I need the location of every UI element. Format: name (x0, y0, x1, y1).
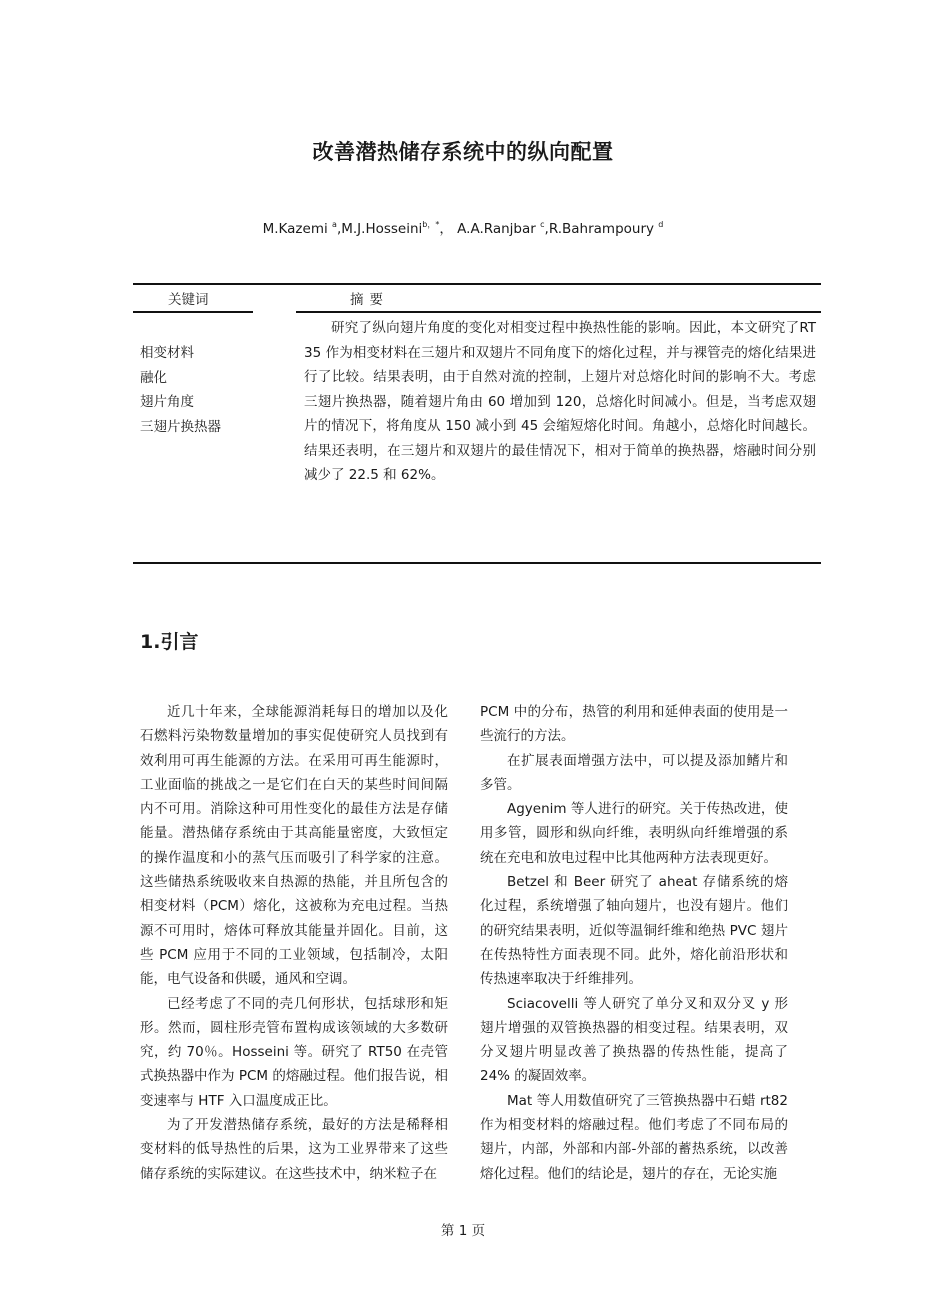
keyword-item: 三翅片换热器 (140, 418, 221, 435)
author-name: R.Bahrampoury (548, 221, 659, 237)
keyword-item: 翅片角度 (140, 394, 194, 410)
author-separator: , (544, 221, 549, 237)
keyword-item: 相变材料 (140, 345, 194, 361)
author-separator: ， (439, 221, 458, 237)
author-affiliation: d (658, 220, 664, 229)
abstract-header: 摘要 (350, 292, 389, 308)
keyword-item: 融化 (140, 369, 167, 386)
author-list (0, 217, 926, 237)
paragraph: 已经考虑了不同的壳几何形状，包括球形和矩形。然而，圆柱形壳管布置构成该领域的大多数研究，约 70％。Hosseini 等。研究了 RT50 在壳管式换热器中作为 PCM 的熔融过程。他们报告说，相变速率与 HTF 入口温度成正比。 (140, 995, 448, 1109)
paragraph: 近几十年来，全球能源消耗每日的增加以及化石燃料污染物数量增加的事实促使研究人员找到有效利用可再生能源的方法。在采用可再生能源时，工业面临的挑战之一是它们在白天的某些时间间隔内不可用。消除这种可用性变化的最佳方法是存储能量。潜热储存系统由于其高能量密度，大致恒定的操作温度和小的蒸气压而吸引了科学家的注意。这些储热系统吸收来自热源的热能，并且所包含的相变材料（PCM）熔化，这被称为充电过程。当热源不可用时，熔体可释放其能量并固化。目前，这些 PCM 应用于不同的工业领域，包括制冷，太阳能，电气设备和供暖，通风和空调。 (140, 704, 448, 988)
paragraph: Sciacovelli 等人研究了单分叉和双分叉 y 形翅片增强的双管换热器的相变过程。结果表明，双分叉翅片明显改善了换热器的传热性能，提高了 24% 的凝固效率。 (480, 995, 788, 1085)
author-name: A.A.Ranjbar (457, 221, 541, 237)
keywords-header: 关键词 (168, 292, 209, 308)
paragraph: Betzel 和 Beer 研究了 aheat 存储系统的熔化过程，系统增强了轴向翅片，也没有翅片。他们的研究结果表明，近似等温铜纤维和绝热 PVC 翅片在传热特性方面表现不同。此外，熔化前沿形状和传热速率取决于纤维排列。 (480, 874, 788, 988)
author-affiliation: b，* (422, 220, 440, 229)
paragraph: 在扩展表面增强方法中，可以提及添加鳍片和多管。 (480, 752, 788, 793)
author-name: M.J.Hosseini (341, 221, 423, 237)
author-separator: , (336, 221, 342, 237)
paragraph: PCM 中的分布，热管的利用和延伸表面的使用是一些流行的方法。 (480, 704, 788, 745)
right-column (480, 700, 788, 1186)
paragraph: 为了开发潜热储存系统，最好的方法是稀释相变材料的低导热性的后果，这为工业界带来了这些储存系统的实际建议。在这些技术中，纳米粒子在 (140, 1117, 448, 1182)
paragraph: Mat 等人用数值研究了三管换热器中石蜡 rt82 作为相变材料的熔融过程。他们考虑了不同布局的翅片，内部，外部和内部-外部的蓄热系统，以改善熔化过程。他们的结论是，翅片的存在，无论实施 (480, 1092, 788, 1182)
author-name: M.Kazemi (262, 221, 333, 237)
keywords-header-rule (133, 311, 253, 313)
paragraph: Agyenim 等人进行的研究。关于传热改进，使用多管，圆形和纵向纤维，表明纵向纤维增强的系统在充电和放电过程中比其他两种方法表现更好。 (480, 801, 788, 866)
bottom-rule (133, 562, 821, 564)
page-number: 第 1 页 (440, 1223, 486, 1239)
left-column (140, 700, 448, 1186)
top-rule (133, 283, 821, 285)
author-affiliation: c (540, 220, 545, 229)
abstract-text: 研究了纵向翅片角度的变化对相变过程中换热性能的影响。因此，本文研究了RT 35 作为相变材料在三翅片和双翅片不同角度下的熔化过程，并与裸管壳的熔化结果进行了比较。结果表明，由于自然对流的控制，上翅片对总熔化时间的影响不大。考虑三翅片换热器，随着翅片角由 60 增加到 120，总熔化时间减小。但是，当考虑双翅片的情况下，将角度从 150 减小到 45 会缩短熔化时间。角越小，总熔化时间越长。结果还表明，在三翅片和双翅片的最佳情况下，相对于简单的换热器，熔融时间分别减少了 22.5 和 62%。 (304, 320, 816, 483)
section-title: 1.引言 (140, 631, 199, 653)
author-affiliation: a (332, 220, 337, 229)
paper-title: 改善潜热储存系统中的纵向配置 (312, 140, 614, 164)
abstract-header-rule (296, 311, 821, 313)
keyword-list (140, 341, 221, 439)
